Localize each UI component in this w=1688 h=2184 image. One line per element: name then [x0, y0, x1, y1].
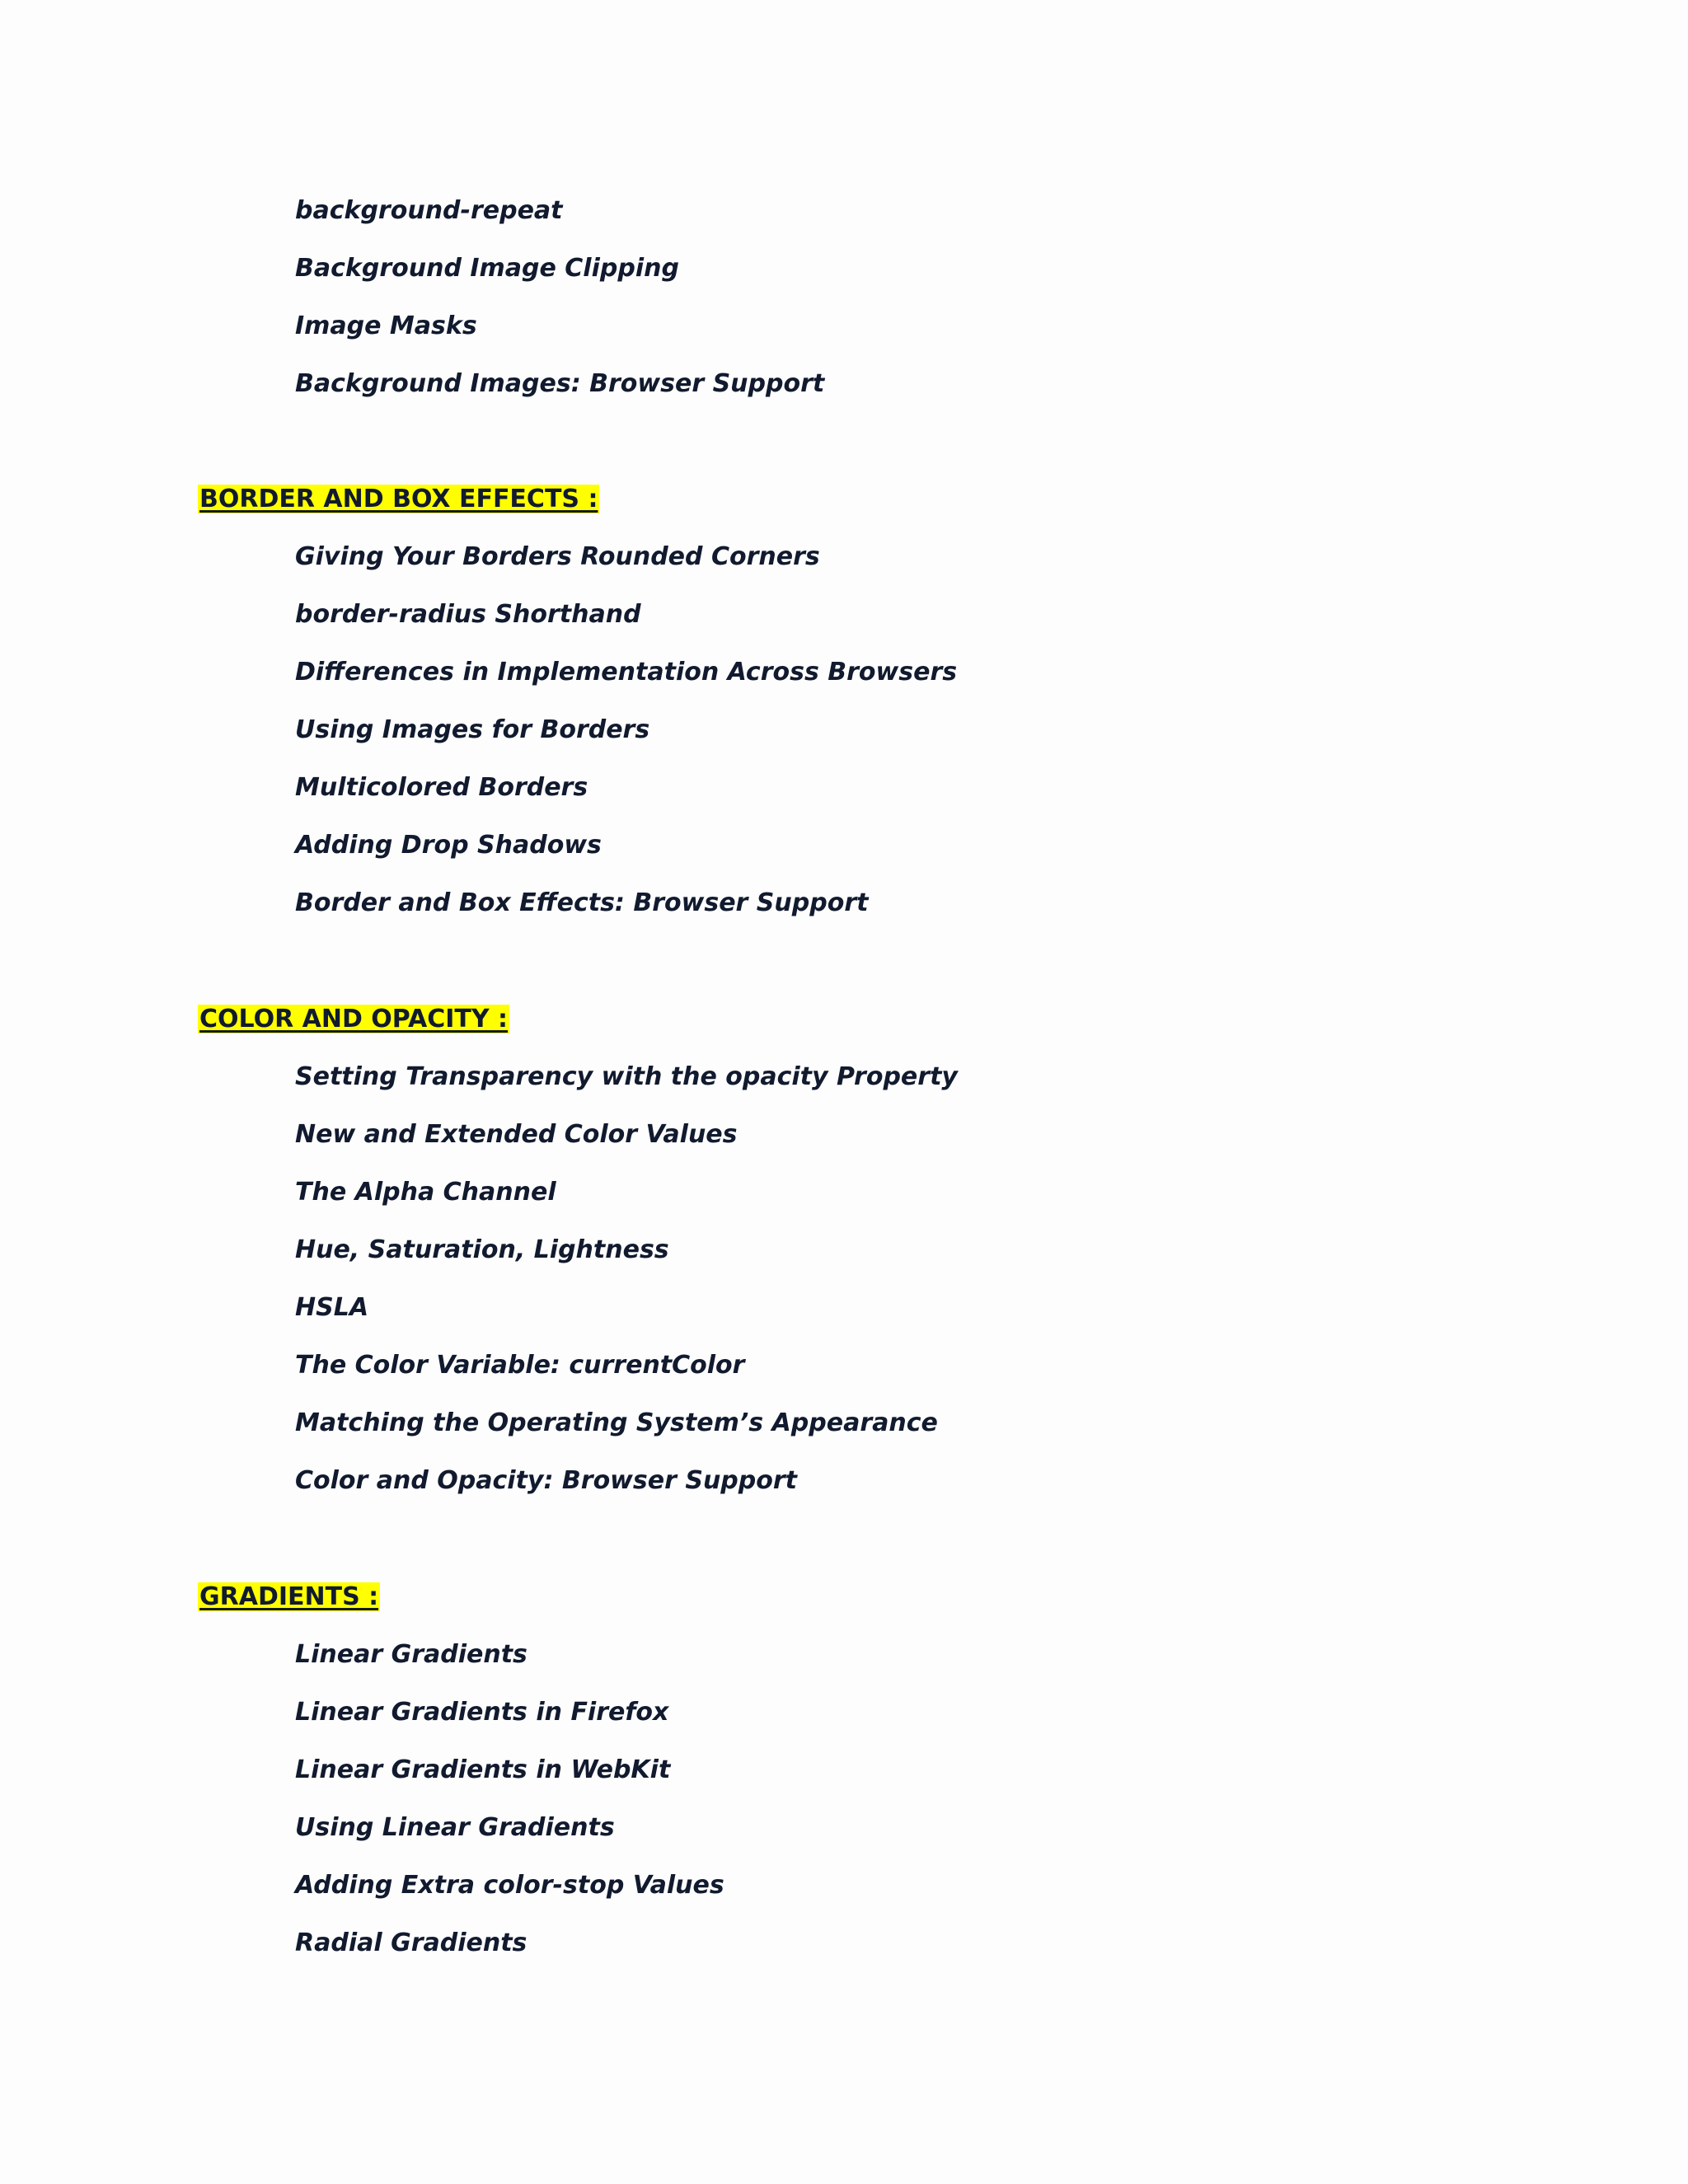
list-item: Background Image Clipping — [295, 254, 679, 283]
list-item: New and Extended Color Values — [295, 1120, 738, 1149]
list-item: background-repeat — [295, 196, 563, 225]
list-item: border-radius Shorthand — [295, 600, 641, 629]
section-heading — [198, 485, 599, 514]
section-heading — [198, 1005, 509, 1034]
list-item: Radial Gradients — [295, 1929, 528, 1957]
section-heading-text: GRADIENTS : — [199, 1582, 379, 1611]
list-item: Using Images for Borders — [295, 715, 650, 744]
list-item: Multicolored Borders — [295, 773, 588, 802]
list-item: Adding Drop Shadows — [295, 831, 602, 860]
list-item: Color and Opacity: Browser Support — [295, 1466, 797, 1495]
list-item: Adding Extra color-stop Values — [295, 1871, 724, 1900]
section-heading-text: COLOR AND OPACITY : — [199, 1005, 509, 1033]
list-item: HSLA — [295, 1293, 369, 1322]
list-item: Border and Box Effects: Browser Support — [295, 888, 869, 917]
section-heading — [198, 1582, 380, 1612]
list-item: Linear Gradients in WebKit — [295, 1755, 671, 1784]
list-item: Using Linear Gradients — [295, 1813, 615, 1842]
list-item: The Alpha Channel — [295, 1178, 556, 1207]
list-item: Hue, Saturation, Lightness — [295, 1235, 669, 1264]
list-item: Background Images: Browser Support — [295, 369, 825, 398]
section-heading-text: BORDER AND BOX EFFECTS : — [199, 485, 598, 513]
list-item: Linear Gradients in Firefox — [295, 1698, 669, 1727]
list-item: Image Masks — [295, 312, 477, 340]
list-item: Differences in Implementation Across Browsers — [295, 658, 958, 687]
list-item: Giving Your Borders Rounded Corners — [295, 542, 820, 571]
list-item: The Color Variable: currentColor — [295, 1351, 745, 1380]
list-item: Setting Transparency with the opacity Property — [295, 1062, 958, 1091]
list-item: Matching the Operating System’s Appearance — [295, 1408, 938, 1437]
list-item: Linear Gradients — [295, 1640, 528, 1669]
